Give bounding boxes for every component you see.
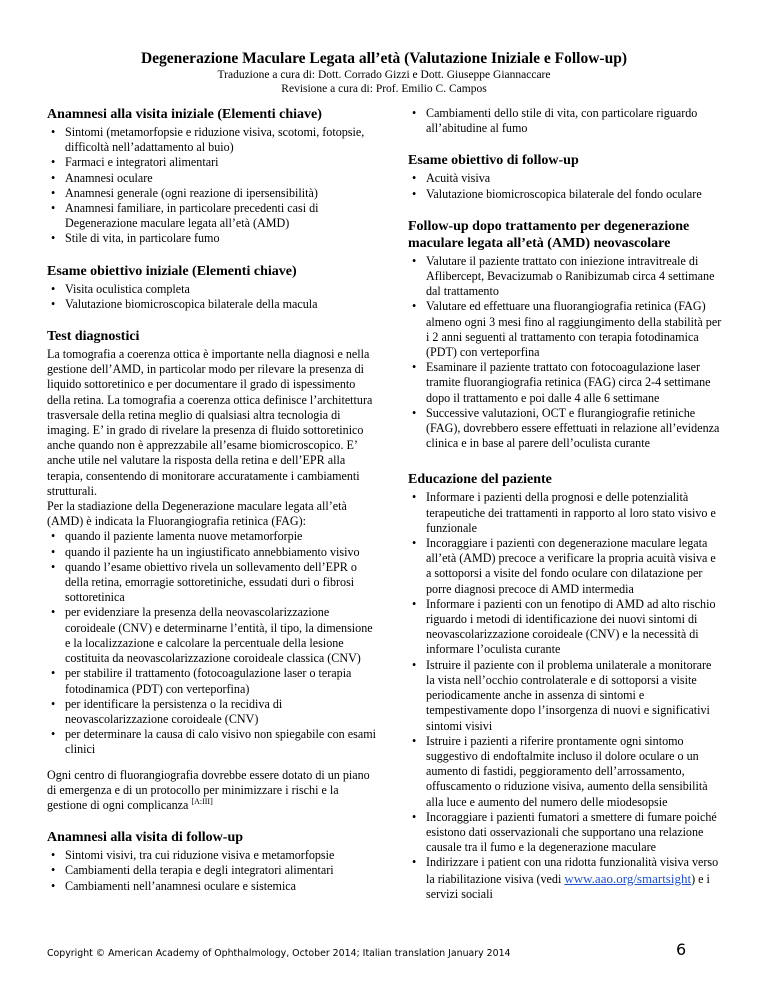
list-item: • Cambiamenti dello stile di vita, con particolare riguardo all’abitudine al fumo (408, 106, 723, 136)
rehab-text: Indirizzare i patient con una ridotta funzionalità visiva verso la riabilitazione visiva (vedi (426, 855, 719, 886)
list-item: • Valutare ed effettuare una fluorangiografia retinica (FAG) almeno ogni 3 mesi fino al raggiungimento della stabilità per i 2 anni seguenti al trattamento con terapia fotodinamica (PDT) con verteporfina (408, 299, 723, 360)
initial-history-list (47, 125, 377, 247)
list-item: • Istruire i pazienti a riferire prontamente ogni sintomo suggestivo di endoftalmite incluso il dolore oculare o un aumento di fastidi, peggioramento dell’arrossamento, offuscamento o riduzione visiva, aumento della sensibilità alla luce e aumento del numero delle miodesopsie (408, 734, 723, 810)
section-heading-post-treatment-followup: Follow-up dopo trattamento per degenerazione maculare legata all’età (AMD) neovascolare (408, 218, 690, 251)
list-item: • Incoraggiare i pazienti fumatori a smettere di fumare poiché esistono dati osservazionali che supportano una relazione causale tra il fumo e la degenerazione maculare (408, 810, 723, 856)
list-item: • quando il paziente lamenta nuove metamorforpie (47, 529, 377, 544)
diagnostic-paragraph-oct: La tomografia a coerenza ottica è importante nella diagnosi e nella gestione dell’AMD, in particolar modo per rilevare la presenza di liquido sottoretinico e per documentare il grado di ispessimento della retina. La tomografia a coerenza ottica definisce l’architettura trasversale della retina meglio di qualsiasi altra tecnologia di imaging. E’ in grado di rivelare la presenza di fluido sottoretinico anche quando non è apprezzabile all’esame biomicroscopico. E’ anche utile nel valutare la risposta della retina e dell’EPR alla terapia, consentendo di monitorare accuratamente i cambiamenti strutturali. (47, 347, 373, 498)
list-item: • Incoraggiare i pazienti con degenerazione maculare legata all’età (AMD) precoce a verificare la propria acuità visiva e a sottoporsi a visite del fondo oculare con dilatazione per porre diagnosi precoce di AMD intermedia (408, 536, 723, 597)
list-item: • Acuità visiva (408, 171, 723, 186)
post-treatment-list (408, 254, 723, 452)
list-item: • Sintomi (metamorfopsie e riduzione visiva, scotomi, fotopsie, difficoltà nell’adattamento al buio) (47, 125, 377, 155)
list-item: • per evidenziare la presenza della neovascolarizzazione coroideale (CNV) e determinarne l’entità, il tipo, la dimensione e la localizzazione e calcolare la percentuale della lesione costituita da neovascolarizzazione coroideale classica (CNV) (47, 605, 377, 666)
right-column (408, 106, 723, 902)
list-item: • per determinare la causa di calo visivo non spiegabile con esami clinici (47, 727, 377, 757)
section-heading-initial-history: Anamnesi alla visita iniziale (Elementi chiave) (47, 107, 322, 122)
list-item: • per stabilire il trattamento (fotocoagulazione laser o terapia fotodinamica (PDT) con verteporfina) (47, 666, 377, 696)
evidence-rating: [A:III] (191, 796, 213, 806)
list-item: • Sintomi visivi, tra cui riduzione visiva e metamorfopsie (47, 848, 377, 863)
initial-exam-list (47, 282, 377, 312)
list-item: • Valutazione biomicroscopica bilaterale della macula (47, 297, 377, 312)
followup-exam-list (408, 171, 723, 201)
list-item: • per identificare la persistenza o la recidiva di neovascolarizzazione coroideale (CNV) (47, 697, 377, 727)
document-title: Degenerazione Maculare Legata all’età (Valutazione Iniziale e Follow-up) (140, 50, 627, 67)
list-item: • Successive valutazioni, OCT e flurangiografie retiniche (FAG), dovrebbero essere effettuati in relazione all’evidenza clinica e in base al parere dell’oculista curante (408, 406, 723, 452)
list-item: • Anamnesi generale (ogni reazione di ipersensibilità) (47, 186, 377, 201)
list-item: • Cambiamenti della terapia e degli integratori alimentari (47, 863, 377, 878)
list-item: • Anamnesi familiare, in particolare precedenti casi di Degenerazione maculare legata all’età (AMD) (47, 201, 377, 231)
smartsight-link[interactable]: www.aao.org/smartsight (564, 870, 692, 886)
list-item: • Esaminare il paziente trattato con fotocoagulazione laser tramite fluorangiografia retinica (FAG) circa 2-4 settimane dopo il trattamento e poi dalle 4 alle 6 settimane (408, 360, 723, 406)
list-item: • quando l’esame obiettivo rivela un sollevamento dell’EPR o della retina, emorragie sottoretiniche, essudati duri o fibrosi sottoretinica (47, 560, 377, 606)
diagnostic-paragraph-fag-intro: Per la stadiazione della Degenerazione maculare legata all’età (AMD) è indicata la Fluorangiografia retinica (FAG): (47, 499, 347, 529)
translation-credit: Traduzione a cura di: Dott. Corrado Gizzi e Dott. Giuseppe Giannaccare (217, 69, 551, 81)
list-item: • Informare i pazienti con un fenotipo di AMD ad alto rischio riguardo i metodi di identificazione dei nuovi sintomi di neovascolarizzazione coroideale (CNV) e la necessità di informare l’oculista curante (408, 597, 723, 658)
list-item: • Valutazione biomicroscopica bilaterale del fondo oculare (408, 187, 723, 202)
emergency-text: Ogni centro di fluorangiografia dovrebbe essere dotato di un piano di emergenza e di un protocollo per minimizzare i rischi e la gestione di ogni complicanza (47, 767, 370, 812)
list-item: • quando il paziente ha un ingiustificato annebbiamento visivo (47, 545, 377, 560)
rehab-text-end: ) e i servizi sociali (426, 871, 710, 901)
page-header (0, 50, 768, 96)
list-item: • Farmaci e integratori alimentari (47, 155, 377, 170)
section-heading-diagnostic-tests: Test diagnostici (47, 329, 140, 345)
section-heading-followup-history: Anamnesi alla visita di follow-up (47, 830, 244, 846)
list-item: • Valutare il paziente trattato con iniezione intravitreale di Aflibercept, Bevacizumab o Ranibizumab circa 4 settimane dal trattamento (408, 254, 723, 300)
copyright-footer: Copyright © American Academy of Ophthalmology, October 2014; Italian translation January 2014 (47, 948, 511, 959)
list-item: • Stile di vita, in particolare fumo (47, 231, 377, 246)
list-item: • Informare i pazienti della prognosi e delle potenzialità terapeutiche dei trattamenti in rapporto al loro stato visivo e funzionale (408, 490, 723, 536)
diagnostic-paragraph-emergency (47, 768, 377, 814)
page-number: 6 (676, 940, 687, 959)
left-column (47, 106, 377, 894)
followup-history-list (47, 848, 377, 894)
section-heading-followup-exam: Esame obiettivo di follow-up (408, 153, 579, 169)
revision-credit: Revisione a cura di: Prof. Emilio C. Campos (281, 83, 487, 95)
list-item: • Visita oculistica completa (47, 282, 377, 297)
patient-education-list (408, 490, 723, 901)
section-heading-patient-education: Educazione del paziente (408, 472, 552, 488)
list-item: • Anamnesi oculare (47, 171, 377, 186)
list-item: • Istruire il paziente con il problema unilaterale a monitorare la vista nell’occhio controlaterale e di sottoporsi a visite periodicamente anche in assenza di sintomi e tempestivamente dopo l’insorgenza di nuovi e significativi sintomi visivi (408, 658, 723, 734)
list-item: • Cambiamenti nell’anamnesi oculare e sistemica (47, 879, 377, 894)
fag-indications-list (47, 529, 377, 757)
section-heading-initial-exam: Esame obiettivo iniziale (Elementi chiave) (47, 263, 297, 279)
list-item (408, 855, 723, 902)
followup-history-continued-list (408, 106, 723, 136)
